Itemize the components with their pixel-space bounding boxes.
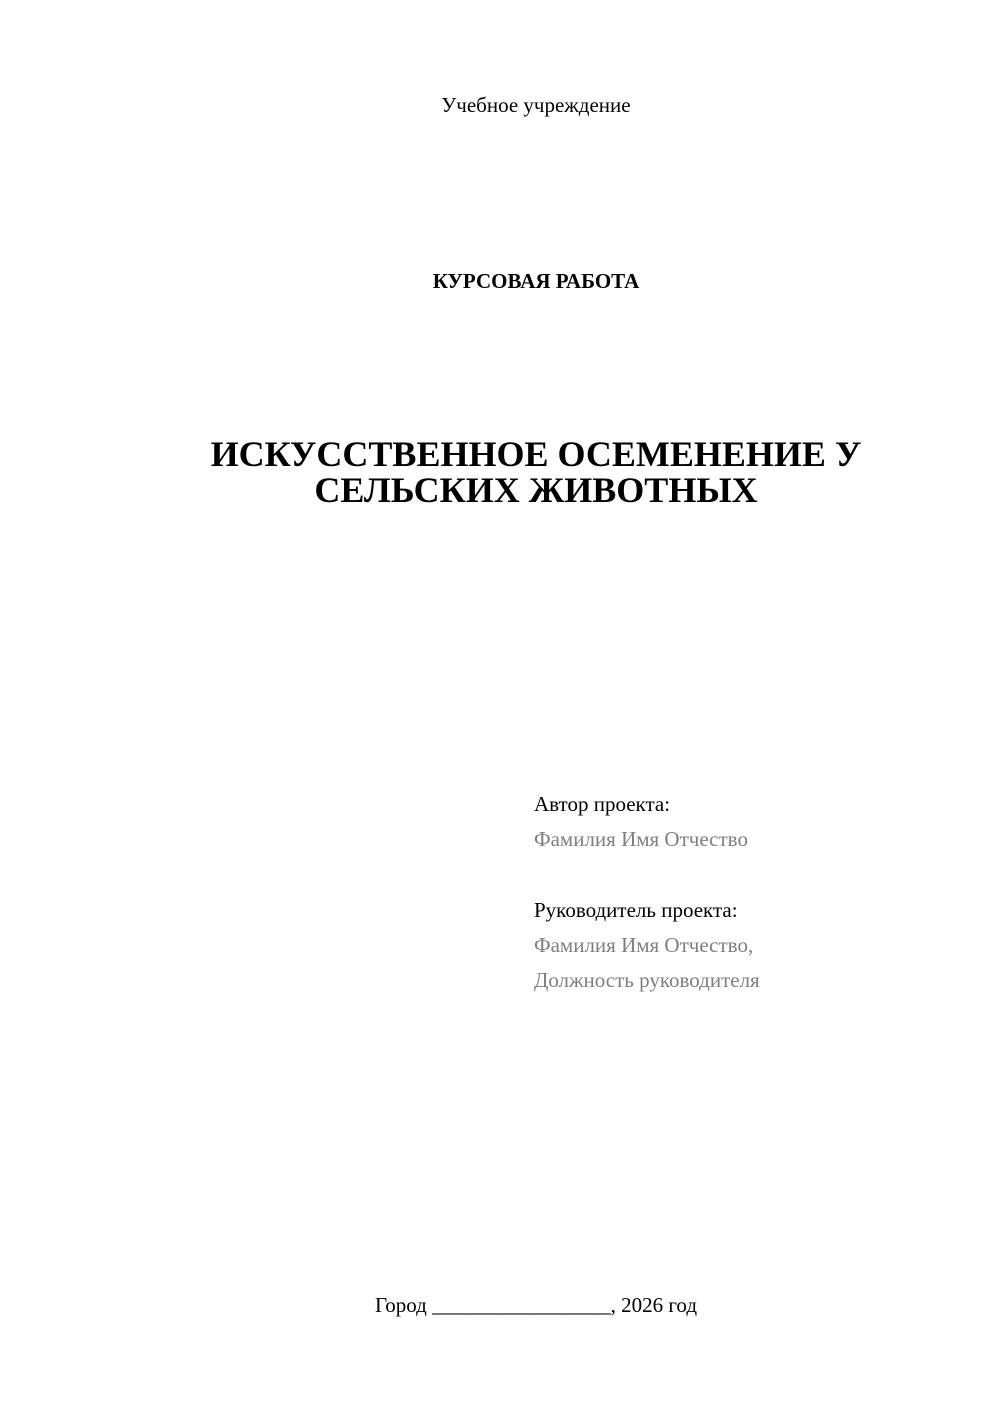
document-title-line-1: ИСКУССТВЕННОЕ ОСЕМЕНЕНИЕ У <box>210 434 862 474</box>
project-people-block <box>534 787 974 998</box>
supervisor-position: Должность руководителя <box>534 968 760 992</box>
document-title <box>60 436 1000 508</box>
document-title-line-2: СЕЛЬСКИХ ЖИВОТНЫХ <box>314 470 758 510</box>
author-label: Автор проекта: <box>534 792 671 816</box>
supervisor-label: Руководитель проекта: <box>534 898 738 922</box>
city-year-line: Город _________________, 2026 год <box>374 1293 698 1317</box>
spacer <box>534 857 974 893</box>
supervisor-name: Фамилия Имя Отчество, <box>534 933 754 957</box>
document-type: КУРСОВАЯ РАБОТА <box>432 269 640 293</box>
author-name: Фамилия Имя Отчество <box>534 827 748 851</box>
institution-name: Учебное учреждение <box>441 93 631 117</box>
